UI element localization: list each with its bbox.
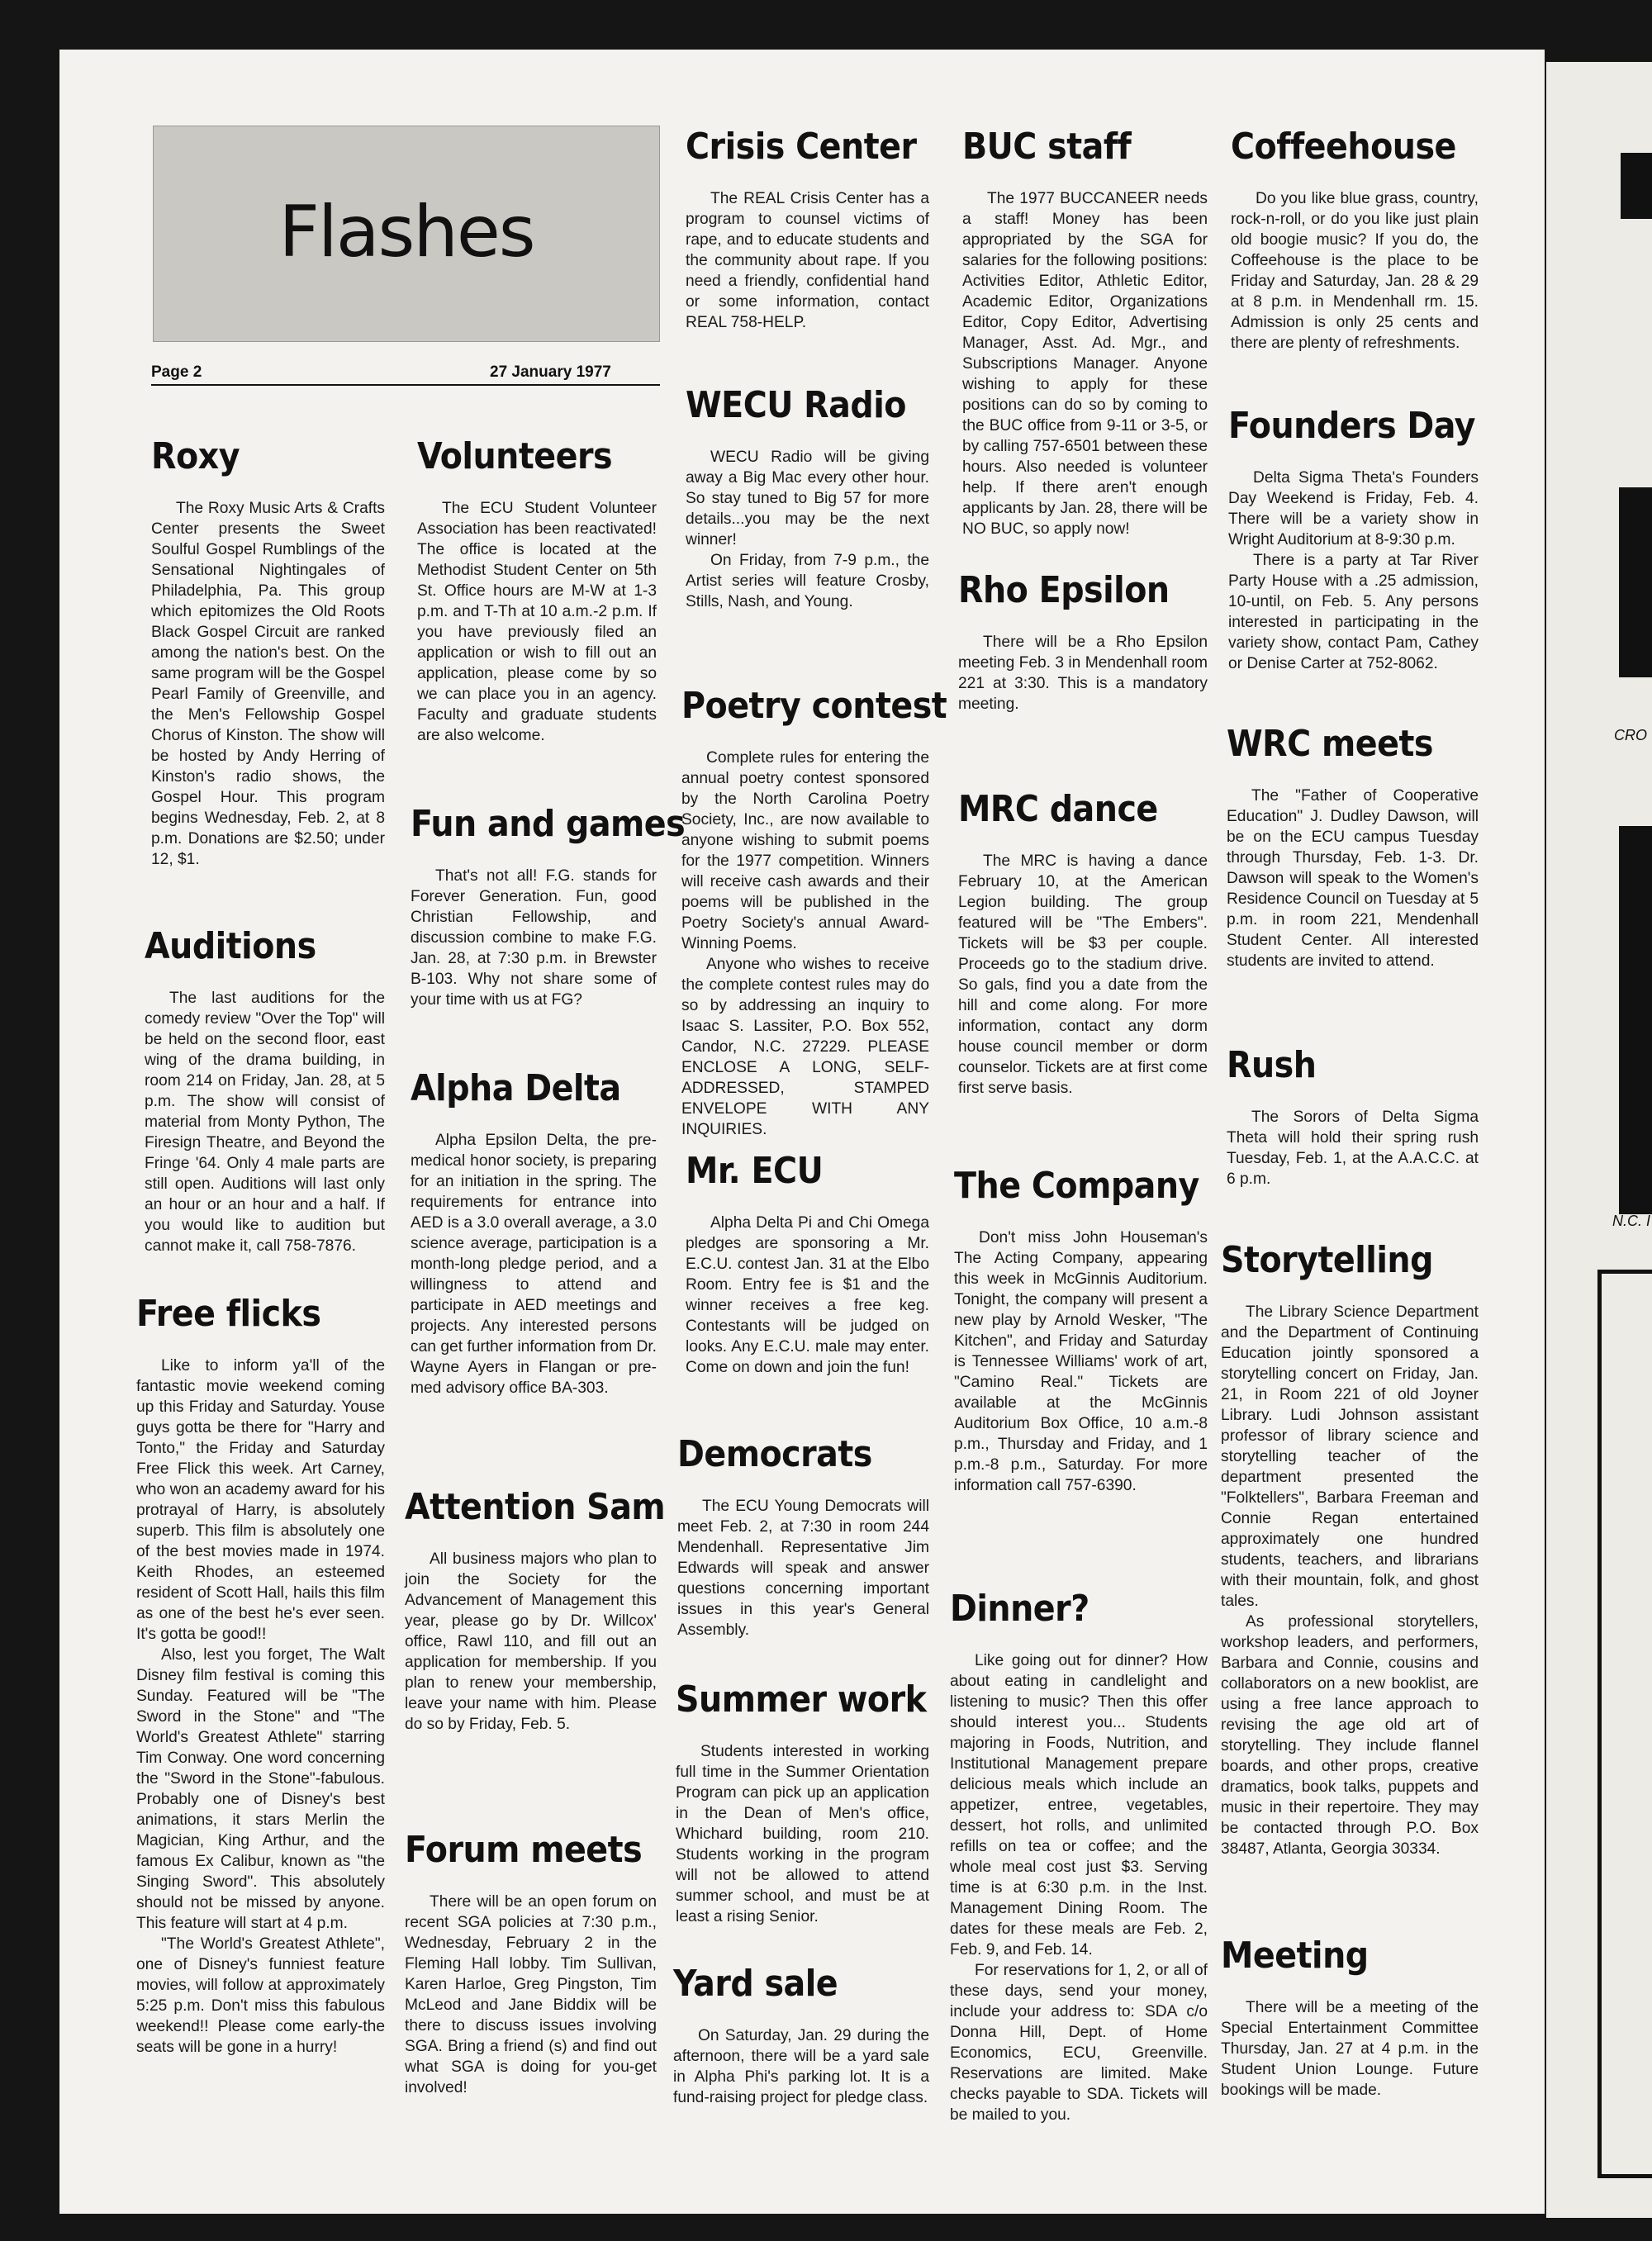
article-paragraph: For reservations for 1, 2, or all of these days, send your money, include your address to: SDA c/o Donna Hill, Dept. of Home Economics, ECU, Greenville. Reservations are limited. Make checks payable to SDA. Tickets will be mailed to you. — [950, 1962, 1208, 2124]
adjacent-page-photo — [1619, 487, 1652, 677]
article-heading: Volunteers — [417, 435, 613, 477]
article-wrc-meets — [1227, 721, 1479, 971]
masthead-title: Flashes — [278, 191, 534, 273]
article-body: Alpha Delta Pi and Chi Omega pledges are sponsoring a Mr. E.C.U. contest Jan. 31 at the Elbo Room. Entry fee is $1 and the winner receives a free keg. Contestants will be judged on looks. Any E.C.U. male may enter. Come on down and join the fun! — [686, 1214, 929, 1376]
article-coffeehouse — [1231, 124, 1479, 354]
article-body: The last auditions for the comedy review "Over the Top" will be held on the second floor, east wing of the drama building, in room 214 on Friday, Jan. 28, at 5 p.m. The show will consist of material from Monty Python, The Firesign Theatre, and Beyond the Fringe '64. Only 4 male parts are still open. Auditions will last only an hour or an hour and a half. If you would like to audition but cannot make it, call 758-7876. — [145, 990, 385, 1255]
article-heading: Rho Epsilon — [958, 569, 1170, 611]
article-paragraph: Like to inform ya'll of the fantastic movie weekend coming up this Friday and Saturday. Youse guys gotta be there for "Harry and Tonto," the Friday and Saturday Free Flick this week. Art Carney, who won an academy award for his protrayal of Harry, is absolutely superb. This film is absolutely one of the best movies made in 1974. Keith Rhodes, an esteemed resident of Scott Hall, hails this film as one of the best he's ever seen. It's gotta be good!! — [136, 1357, 385, 1643]
article-paragraph: Also, lest you forget, The Walt Disney film festival is coming this Sunday. Featured will be "The Sword in the Stone" and "The World's Greatest Athlete" starring Tim Conway. One word concerning the "Sword in the Stone"-fabulous. Probably one of Disney's best animations, it stars Merlin the Magician, King Arthur, and the famous Ex Calibur, known as "the Singing Sword". This absolutely should not be missed by anyone. This feature will start at 4 p.m. — [136, 1646, 385, 1932]
article-heading: Storytelling — [1221, 1239, 1433, 1281]
article-body: There will be a Rho Epsilon meeting Feb. 3 in Mendenhall room 221 at 3:30. This is a mandatory meeting. — [958, 634, 1208, 713]
article-body: The "Father of Cooperative Education" J. Dudley Dawson, will be on the ECU campus Tuesday through Thursday, Feb. 1-3. Dr. Dawson will speak to the Women's Residence Council on Tuesday at 5 p.m. in room 221, Mendenhall Student Center. All interested students are invited to attend. — [1227, 787, 1479, 970]
article-heading: The Company — [954, 1165, 1199, 1207]
article-paragraph: Anyone who wishes to receive the complete contest rules may do so by addressing an inquiry to Isaac S. Lassiter, P.O. Box 552, Candor, N.C. 27229. PLEASE ENCLOSE A LONG, SELF-ADDRESSED, STAMPED ENVELOPE WITH ANY INQUIRIES. — [681, 956, 929, 1138]
article-rush — [1227, 1042, 1479, 1189]
article-meeting — [1221, 1933, 1479, 2101]
article-yard-sale — [673, 1961, 929, 2108]
article-paragraph: On Friday, from 7-9 p.m., the Artist series will feature Crosby, Stills, Nash, and Young. — [686, 552, 929, 610]
article-mrc-dance — [958, 786, 1208, 1099]
article-heading: Poetry contest — [681, 685, 947, 727]
article-wecu-radio — [686, 382, 929, 612]
article-heading: Auditions — [145, 925, 316, 967]
article-body: The Roxy Music Arts & Crafts Center presents the Sweet Soulful Gospel Rumblings of the Sensational Nightingales of Philadelphia, Pa. This group which epitomizes the Old Roots Black Gospel Circuit are ranked among the nation's best. On the same program will be the Gospel Pearl Family of Greenville, and the Men's Fellowship Gospel Chorus of Kinston. The show will be hosted by Andy Herring of Kinston's radio shows, the Gospel Hour. This program begins Wednesday, Feb. 2, at 8 p.m. Donations are $2.50; under 12, $1. — [151, 500, 385, 868]
article-heading: Yard sale — [673, 1963, 838, 2005]
article-heading: Rush — [1227, 1044, 1317, 1086]
article-body: The 1977 BUCCANEER needs a staff! Money has been appropriated by the SGA for salaries for the following positions: Activities Editor, Athletic Editor, Academic Editor, Organizations Editor, Copy Editor, Advertising Manager, Asst. Ad. Mgr., and Subscriptions Manager. Anyone wishing to apply for these positions can do so by coming to the BUC office from 9-11 or 3-5, or by calling 757-6501 between these hours. Also needed is volunteer help. If there aren't enough applicants by Jan. 28, there will be NO BUC, so apply now! — [962, 190, 1208, 538]
article-dinner — [950, 1586, 1208, 2125]
article-alpha-delta — [411, 1066, 657, 1398]
article-heading: BUC staff — [962, 126, 1132, 168]
article-heading: Fun and games — [411, 803, 686, 845]
article-body: All business majors who plan to join the Society for the Advancement of Management this year, please go by Dr. Willcox' office, Rawl 110, and fill out an application for membership. If you plan to renew your membership, leave your name with him. Please do so by Friday, Feb. 5. — [405, 1550, 657, 1733]
article-heading: Democrats — [677, 1433, 872, 1475]
article-heading: Founders Day — [1228, 405, 1475, 447]
article-heading: Mr. ECU — [686, 1150, 824, 1192]
article-roxy — [151, 434, 385, 870]
masthead-box — [153, 126, 660, 342]
article-paragraph: Complete rules for entering the annual poetry contest sponsored by the North Carolina Poetry Society, Inc., are now available to anyone wishing to submit poems for the 1977 competition. Winners will receive cash awards and their poems will be published in the Poetry Society's annual Award-Winning Poems. — [681, 749, 929, 952]
article-body: The ECU Student Volunteer Association has been reactivated! The office is located at the Methodist Student Center on 5th St. Office hours are M-W at 1-3 p.m. and T-Th at 10 a.m.-2 p.m. If you have previously filed an application or wish to fill out an application, please come by so we can place you in an agency. Faculty and graduate students are also welcome. — [417, 500, 657, 744]
article-forum-meets — [405, 1827, 657, 2098]
adjacent-page-edge — [1546, 62, 1652, 2218]
article-heading: WECU Radio — [686, 384, 906, 426]
article-heading: Summer work — [676, 1678, 927, 1721]
article-heading: Coffeehouse — [1231, 126, 1456, 168]
adjacent-page-caption: CRO — [1614, 727, 1647, 743]
article-body: On Saturday, Jan. 29 during the afternoon, there will be a yard sale in Alpha Phi's parking lot. It is a fund-raising project for pledge class. — [673, 2027, 929, 2106]
article-heading: MRC dance — [958, 788, 1158, 830]
article-fun-and-games — [411, 801, 686, 1010]
article-buc-staff — [962, 124, 1208, 539]
masthead-rule — [151, 384, 660, 386]
article-mr-ecu — [686, 1148, 929, 1378]
article-founders-day — [1228, 403, 1479, 674]
article-body: There will be an open forum on recent SGA policies at 7:30 p.m., Wednesday, February 2 in the Fleming Hall lobby. Tim Sullivan, Karen Harloe, Greg Pingston, Tim McLeod and Jane Biddix will be there to discuss issues involving SGA. Bring a friend (s) and find out what SGA is doing for you-get involved! — [405, 1893, 657, 2096]
article-body: Students interested in working full time in the Summer Orientation Program can pick up an application in the Dean of Men's office, Whichard building, room 210. Students working in the program will not be allowed to attend summer school, and must be at least a rising Senior. — [676, 1743, 929, 1925]
article-summer-work — [676, 1677, 929, 1927]
article-crisis-center — [686, 124, 929, 333]
adjacent-page-block — [1621, 153, 1652, 219]
article-paragraph: Like going out for dinner? How about eating in candlelight and listening to music? Then this offer should interest you... Students majoring in Foods, Nutrition, and Institutional Management prepare delicious meals which include an appetizer, entree, vegetables, dessert, hot rolls, and unlimited refills on tea or coffee; and the whole meal cost just $3. Serving time is at 6:30 p.m. in the Inst. Management Dining Room. The dates for these meals are Feb. 2, Feb. 9, and Feb. 14. — [950, 1652, 1208, 1959]
article-attention-sam — [405, 1484, 666, 1735]
article-body: The MRC is having a dance February 10, at the American Legion building. The group featured will be "The Embers". Tickets will be $3 per couple. Proceeds go to the stadium drive. So gals, find you a date from the hill and come along. For more information, contact any dorm house council member or dorm counselor. Tickets are at first come first serve basis. — [958, 852, 1208, 1097]
article-body: The Sorors of Delta Sigma Theta will hold their spring rush Tuesday, Feb. 1, at the A.A.C.C. at 6 p.m. — [1227, 1109, 1479, 1188]
article-storytelling — [1221, 1237, 1479, 1859]
article-paragraph: As professional storytellers, workshop leaders, and performers, Barbara and Connie, cousins and collaborators on a new booklist, are using a free lance approach to revising the age old art of storytelling. They include flannel boards, and other props, creative dramatics, book talks, puppets and music in their repertoire. They may be contacted through P.O. Box 38487, Atlanta, Georgia 30334. — [1221, 1613, 1479, 1858]
adjacent-page-caption: N.C. I — [1612, 1213, 1651, 1229]
article-heading: Roxy — [151, 435, 240, 477]
article-free-flicks — [136, 1291, 385, 2058]
article-democrats — [677, 1431, 929, 1640]
article-volunteers — [417, 434, 657, 746]
article-heading: Meeting — [1221, 1935, 1369, 1977]
article-heading: Forum meets — [405, 1829, 643, 1871]
article-paragraph: WECU Radio will be giving away a Big Mac every other hour. So stay tuned to Big 57 for more details...you may be the next winner! — [686, 449, 929, 548]
article-body: Don't miss John Houseman's The Acting Company, appearing this week in McGinnis Auditorium. Tonight, the company will present a new play by Arnold Wesker, "The Kitchen", and Friday and Saturday is Tennessee Williams' work of art, "Camino Real." Tickets are available at the McGinnis Auditorium Box Office, 10 a.m.-8 p.m., Thursday and Friday, and 1 p.m.-8 p.m., Saturday. For more information call 757-6390. — [954, 1229, 1208, 1494]
adjacent-page-box — [1597, 1270, 1652, 2178]
article-paragraph: The Library Science Department and the Department of Continuing Education jointly sponsored a storytelling concert on Friday, Jan. 21, in Room 221 of old Joyner Library. Ludi Johnson assistant professor of library science and storytelling teacher of the department presented the "Folktellers", Barbara Freeman and Connie Regan entertained approximately one hundred students, teachers, and librarians with their mountain, folk, and ghost tales. — [1221, 1303, 1479, 1610]
article-heading: Dinner? — [950, 1588, 1089, 1630]
article-the-company — [954, 1163, 1208, 1496]
article-heading: Alpha Delta — [411, 1067, 621, 1109]
article-paragraph: There is a party at Tar River Party House with a .25 admission, 10-until, on Feb. 5. Any persons interested in participating in the variety show, contact Pam, Cathey or Denise Carter at 752-8062. — [1228, 552, 1479, 672]
article-heading: Crisis Center — [686, 126, 917, 168]
article-poetry-contest — [681, 683, 947, 1140]
article-heading: WRC meets — [1227, 723, 1433, 765]
article-body: Alpha Epsilon Delta, the pre-medical honor society, is preparing for an initiation in the spring. The requirements for entrance into AED is a 3.0 overall average, a 3.0 science average, participation is a month-long pledge period, and a willingness to attend and participate in AED meetings and projects. Any interested persons can get further information from Dr. Wayne Ayers in Flangan or pre-med advisory office BA-303. — [411, 1132, 657, 1397]
article-auditions — [145, 923, 385, 1256]
page-number: Page 2 — [151, 363, 202, 381]
article-body: The REAL Crisis Center has a program to counsel victims of rape, and to educate students and the community about rape. If you need a friendly, confidential hand or some information, contact REAL 758-HELP. — [686, 190, 929, 331]
article-body: There will be a meeting of the Special Entertainment Committee Thursday, Jan. 27 at 4 p.m. in the Student Union Lounge. Future bookings will be made. — [1221, 1999, 1479, 2099]
article-heading: Free flicks — [136, 1293, 321, 1335]
issue-date: 27 January 1977 — [490, 363, 611, 381]
article-body: The ECU Young Democrats will meet Feb. 2, at 7:30 in room 244 Mendenhall. Representative Jim Edwards will speak and answer questions concerning important issues in this year's General Assembly. — [677, 1498, 929, 1639]
article-paragraph: Delta Sigma Theta's Founders Day Weekend is Friday, Feb. 4. There will be a variety show in Wright Auditorium at 8-9:30 p.m. — [1228, 469, 1479, 548]
article-body: Do you like blue grass, country, rock-n-roll, or do you like just plain old boogie music? If you do, the Coffeehouse is the place to be Friday and Saturday, Jan. 28 & 29 at 8 p.m. in Mendenhall rm. 15. Admission is only 25 cents and there are plenty of refreshments. — [1231, 190, 1479, 352]
adjacent-page-photo — [1619, 826, 1652, 1214]
article-body: That's not all! F.G. stands for Forever Generation. Fun, good Christian Fellowship, and discussion combine to make F.G. Jan. 28, at 7:30 p.m. in Brewster B-103. Why not share some of your time with us at FG? — [411, 867, 657, 1009]
article-rho-epsilon — [958, 567, 1208, 715]
article-paragraph: "The World's Greatest Athlete", one of Disney's funniest feature movies, will follow at approximately 5:25 p.m. Don't miss this fabulous weekend!! Please come early-the seats will be gone in a hurry! — [136, 1935, 385, 2056]
article-heading: Attention Sam — [405, 1486, 666, 1528]
